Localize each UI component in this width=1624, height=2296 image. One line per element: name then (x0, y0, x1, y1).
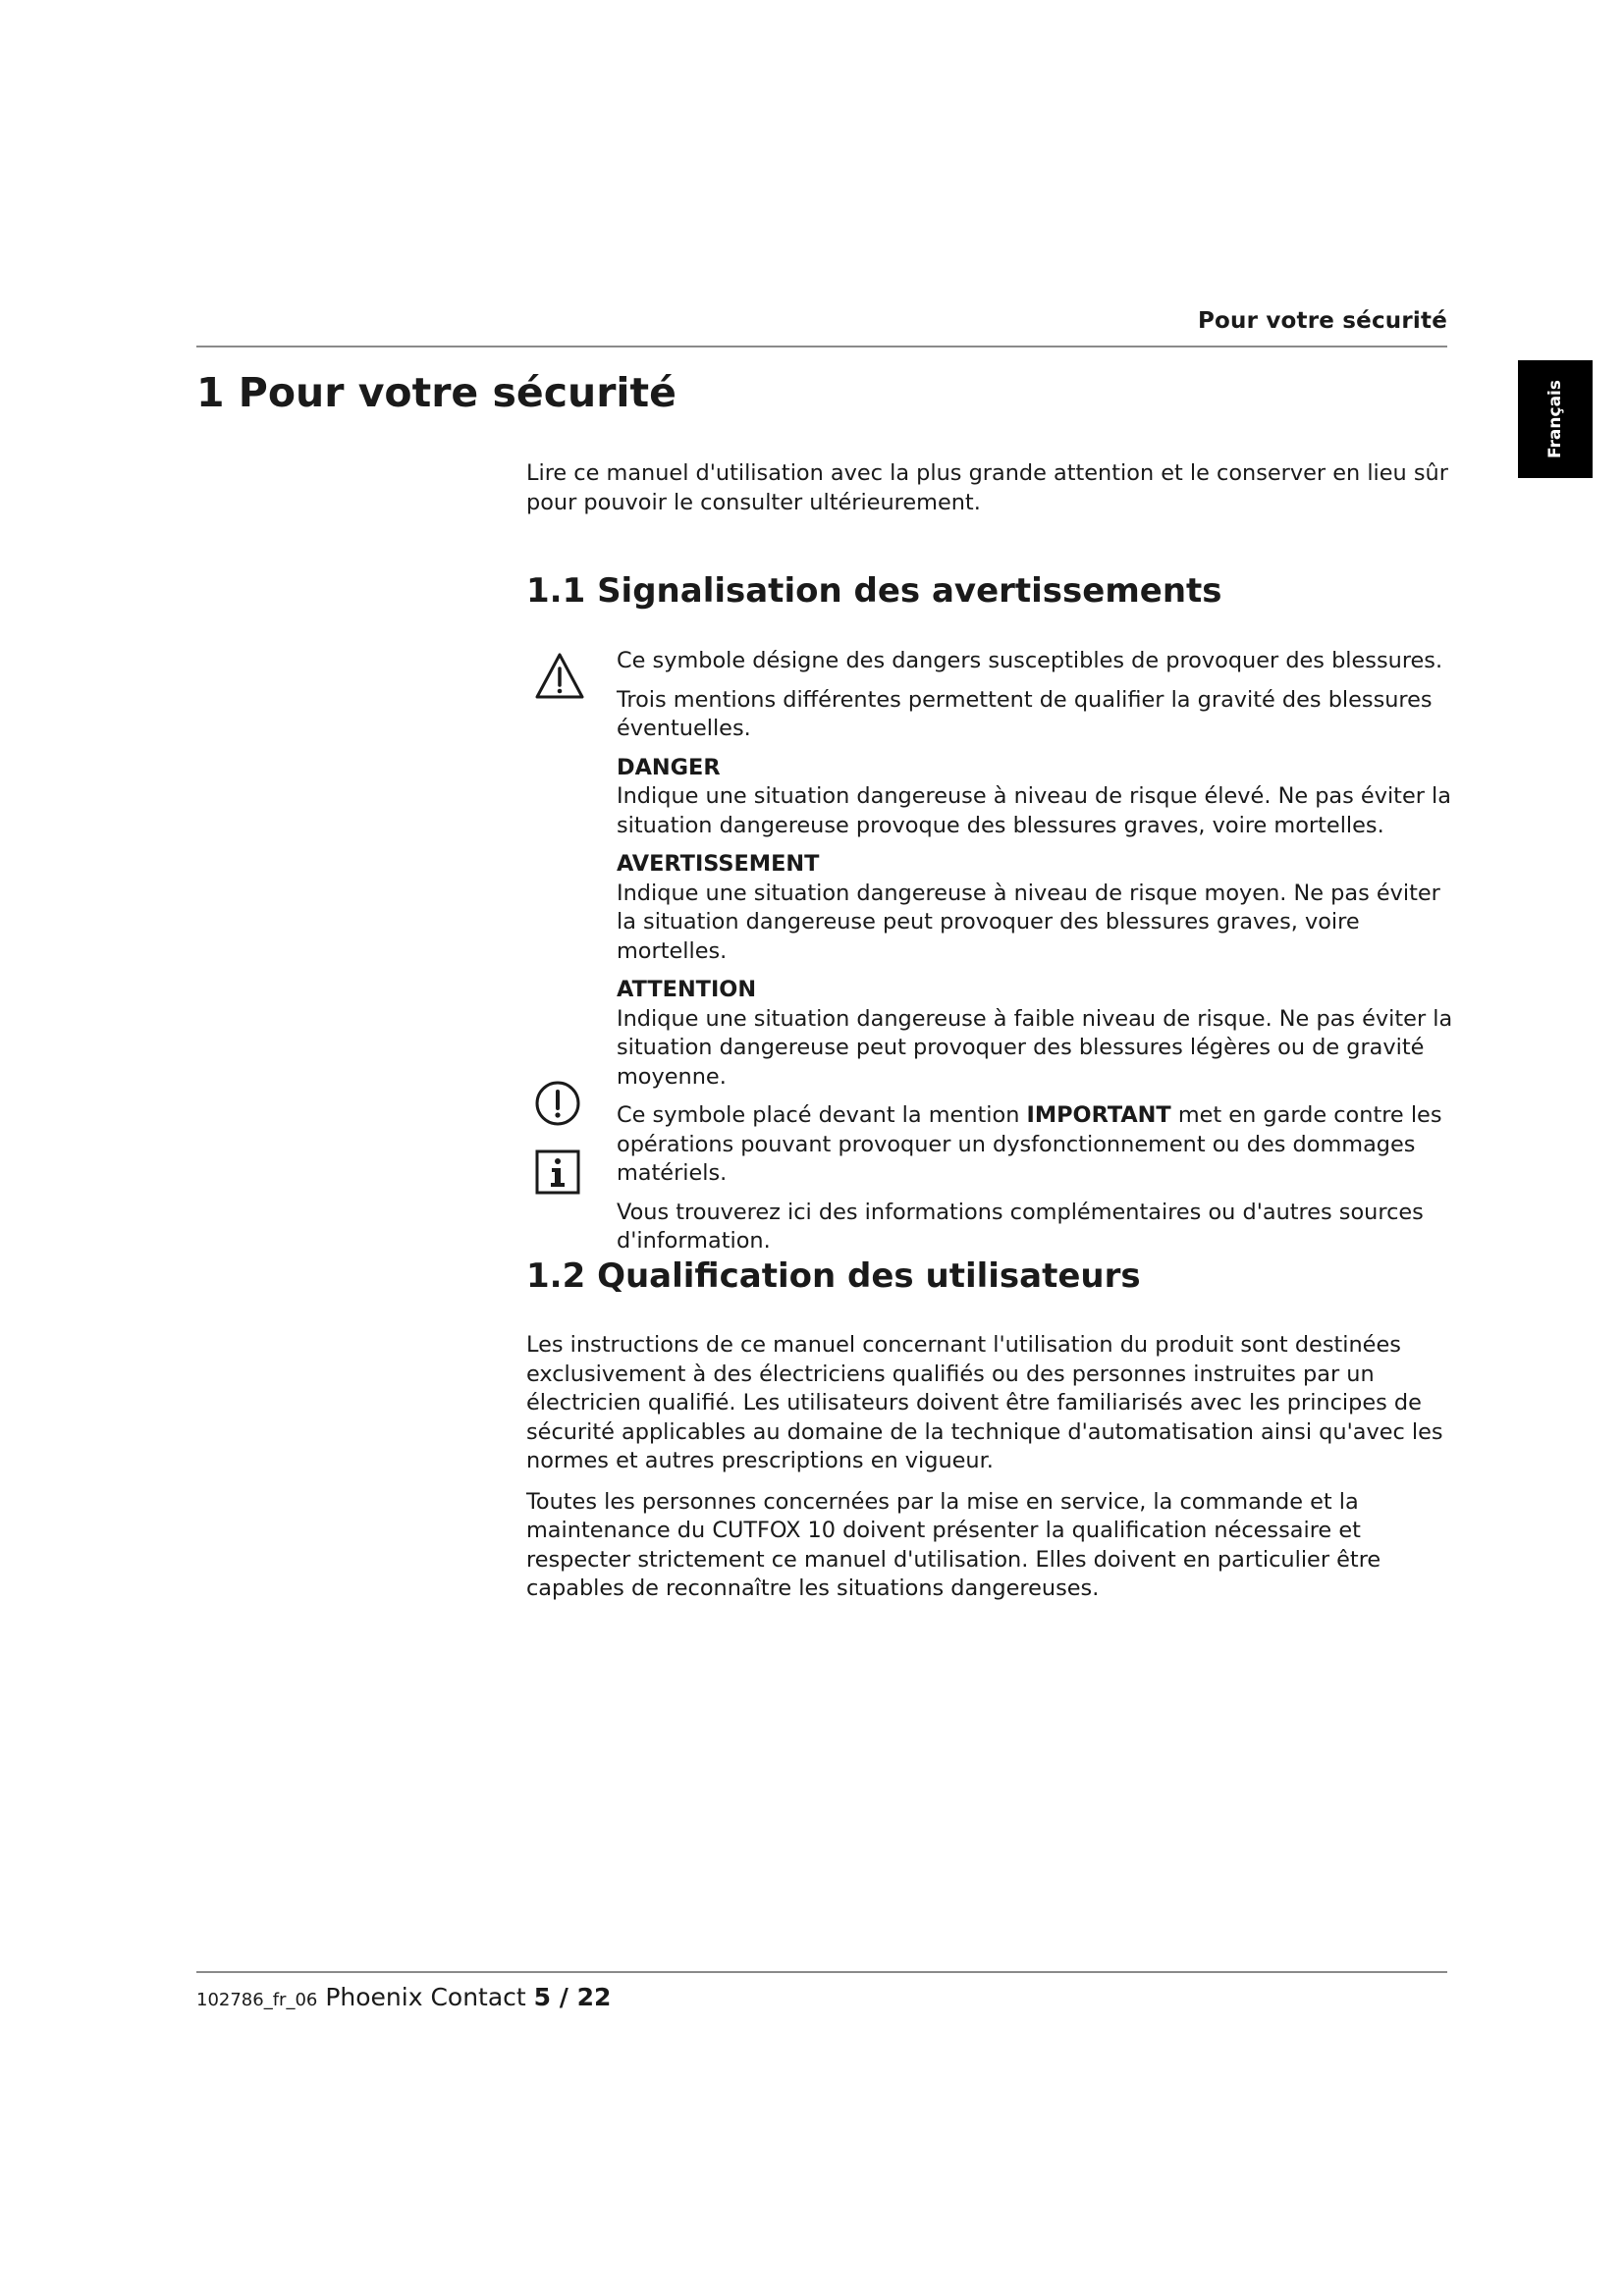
section-1-1-title: 1.1 Signalisation des avertissements (526, 571, 1222, 611)
page-footer (196, 1983, 611, 2011)
important-keyword: IMPORTANT (1026, 1102, 1171, 1128)
level-danger (617, 754, 1461, 841)
info-box-icon (534, 1148, 581, 1200)
running-header: Pour votre sécurité (1197, 308, 1447, 334)
warning-symbol-text: Ce symbole désigne des dangers susceptibles de provoquer des blessures. (617, 648, 1443, 673)
header-rule (196, 346, 1447, 347)
section-1-2-title: 1.2 Qualification des utilisateurs (526, 1256, 1141, 1296)
level-avertissement (617, 850, 1461, 966)
footer-rule (196, 1971, 1447, 1973)
level-title: AVERTISSEMENT (617, 851, 820, 877)
three-mentions-text: Trois mentions différentes permettent de qualifier la gravité des blessures éventuelles. (617, 686, 1433, 741)
company-name: Phoenix Contact (325, 1983, 526, 2011)
language-tab-label: Français (1545, 380, 1566, 458)
doc-code: 102786_fr_06 (196, 1990, 318, 2010)
important-pre: Ce symbole placé devant la mention (617, 1102, 1027, 1128)
chapter-intro (526, 459, 1469, 529)
qualification-body (526, 1331, 1469, 1616)
warning-triangle-icon (534, 652, 585, 705)
important-post: met en garde contre les opérations pouvant provoquer un dysfonctionnement ou des dommages matériels. (617, 1102, 1442, 1186)
level-title: DANGER (617, 754, 721, 780)
level-text: Indique une situation dangereuse à niveau de risque moyen. Ne pas éviter la situation dangereuse peut provoquer des blessures graves, voire mortelles. (617, 880, 1440, 964)
chapter-title: 1 Pour votre sécurité (196, 369, 677, 416)
level-text: Indique une situation dangereuse à niveau de risque élevé. Ne pas éviter la situation dangereuse provoque des blessures graves, voire mortelles. (617, 783, 1451, 838)
qualification-paragraph: Les instructions de ce manuel concernant l'utilisation du produit sont destinées exclusivement à des électriciens qualifiés ou des personnes instruites par un électricien qualifié. Les utilisateurs doivent être familiarisés avec les principes de sécurité applicables au domaine de la technique d'automatisation ainsi qu'avec les normes et autres prescriptions en vigueur. (526, 1332, 1443, 1473)
info-text: Vous trouverez ici des informations complémentaires ou d'autres sources d'information. (617, 1199, 1424, 1254)
warning-signal-block (617, 647, 1461, 1266)
intro-paragraph: Lire ce manuel d'utilisation avec la plus grande attention et le conserver en lieu sûr pour pouvoir le consulter ultérieurement. (526, 460, 1448, 515)
important-text (617, 1101, 1461, 1189)
language-tab (1518, 360, 1593, 478)
level-attention (617, 976, 1461, 1092)
important-circle-icon (534, 1080, 581, 1131)
level-text: Indique une situation dangereuse à faible niveau de risque. Ne pas éviter la situation dangereuse peut provoquer des blessures légères ou de gravité moyenne. (617, 1005, 1453, 1090)
page-number: 5 / 22 (533, 1983, 612, 2011)
level-title: ATTENTION (617, 977, 757, 1002)
qualification-paragraph: Toutes les personnes concernées par la mise en service, la commande et la maintenance du CUTFOX 10 doivent présenter la qualification nécessaire et respecter strictement ce manuel d'utilisation. Elles doivent en particulier être capables de reconnaître les situations dangereuses. (526, 1488, 1381, 1601)
